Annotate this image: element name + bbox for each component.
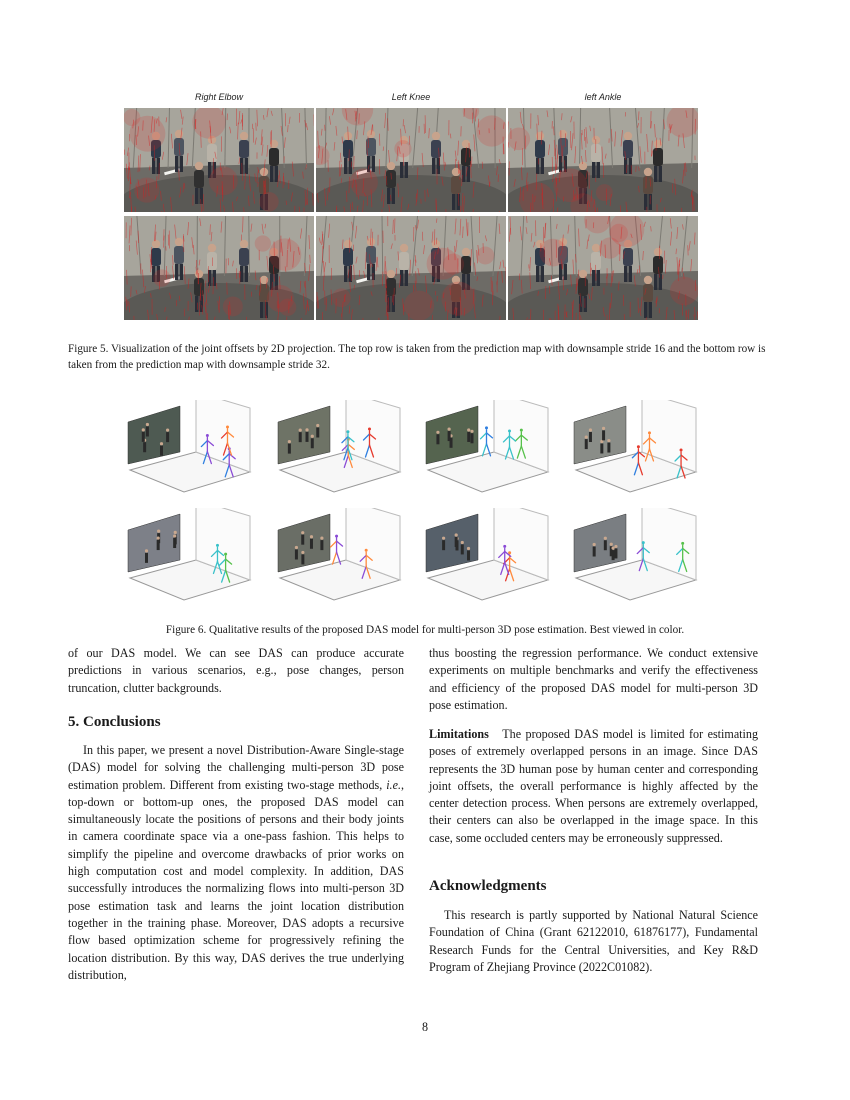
left-column-intro — [68, 645, 404, 697]
figure5-image-stride16-left-knee — [316, 108, 506, 212]
conclusions-text-part1: In this paper, we present a novel Distribution-Aware Single-stage (DAS) model for solving the challenging multi-person 3D pose estimation problem. Different from existing two-stage methods, — [68, 743, 404, 792]
figure6-result-3 — [420, 400, 552, 500]
figure6-result-2 — [272, 400, 404, 500]
conclusions-heading: 5. Conclusions — [68, 714, 161, 730]
figure6-result-7 — [420, 508, 552, 608]
right-intro-paragraph: thus boosting the regression performance. We conduct extensive experiments on multiple benchmarks and verify the effectiveness and efficiency of the proposed DAS model for multi-person 3D pose estimation. — [429, 646, 758, 712]
acknowledgments-heading: Acknowledgments — [429, 878, 547, 894]
figure5-label-left-knee: Left Knee — [391, 92, 431, 102]
conclusions-text-part2: , top-down or bottom-up ones, the proposed DAS model can simultaneously locate the positions of persons and their body joints in camera coordinate space via a one-pass fashion. This helps to simplify the pipeline and overcome drawbacks of prior works on high computation cost and model complexity. In addition, DAS successfully introduces the normalizing flows into multi-person 3D pose estimation task and learns the joint location distribution together in the training phase. Moreover, DAS adopts a recursive flow based optimization scheme for progressively refining the location distribution. By this way, DAS derives the true underlying distribution, — [68, 777, 404, 982]
figure6-caption: Figure 6. Qualitative results of the proposed DAS model for multi-person 3D pose estimation. Best viewed in color. — [165, 624, 685, 636]
figure5-label-right-elbow: Right Elbow — [194, 92, 244, 102]
intro-paragraph: of our DAS model. We can see DAS can produce accurate predictions in various scenarios, e.g., pose changes, person truncation, clutter backgrounds. — [68, 646, 404, 695]
figure6-result-4 — [568, 400, 700, 500]
figure6-result-8 — [568, 508, 700, 608]
limitations-heading: Limitations — [429, 727, 489, 741]
limitations-text: The proposed DAS model is limited for estimating poses of extremely overlapped persons in an image. Since DAS represents the 3D human pose by human center and corresponding joint offsets, the overall performance is highly affected by the center detection process. When persons are extremely overlapped, their centers can also be overlapped in the image space. In this case, some occluded centers may be erroneously suppressed. — [429, 727, 758, 845]
figure5-image-stride32-left-knee — [316, 216, 506, 320]
figure5-image-stride16-right-elbow — [124, 108, 314, 212]
figure5-caption: Figure 5. Visualization of the joint offsets by 2D projection. The top row is taken from the prediction map with downsample stride 16 and the bottom row is taken from the prediction map with downsample stride 32. — [68, 343, 766, 371]
conclusions-body — [68, 742, 404, 984]
figure5-image-stride16-left-ankle — [508, 108, 698, 212]
figure6-result-5 — [122, 508, 254, 608]
conclusions-paragraph — [68, 742, 404, 984]
figure6-result-1 — [122, 400, 254, 500]
figure5-image-stride32-left-ankle — [508, 216, 698, 320]
figure5-label-left-ankle: left Ankle — [584, 92, 622, 102]
limitations-paragraph — [429, 726, 758, 847]
page-number: 8 — [421, 1020, 429, 1034]
conclusions-ie: i.e. — [386, 777, 401, 792]
acknowledgments-paragraph: This research is partly supported by National Natural Science Foundation of China (Grant 62122010, 61876177), Fundamental Research Funds for the Central Universities, and Key R&D Program of Zhejiang Province (2022C01082). — [429, 908, 758, 974]
limitations-section — [429, 726, 758, 847]
figure5-image-stride32-right-elbow — [124, 216, 314, 320]
figure6-result-6 — [272, 508, 404, 608]
acknowledgments-body — [429, 907, 758, 976]
right-column-intro — [429, 645, 758, 714]
